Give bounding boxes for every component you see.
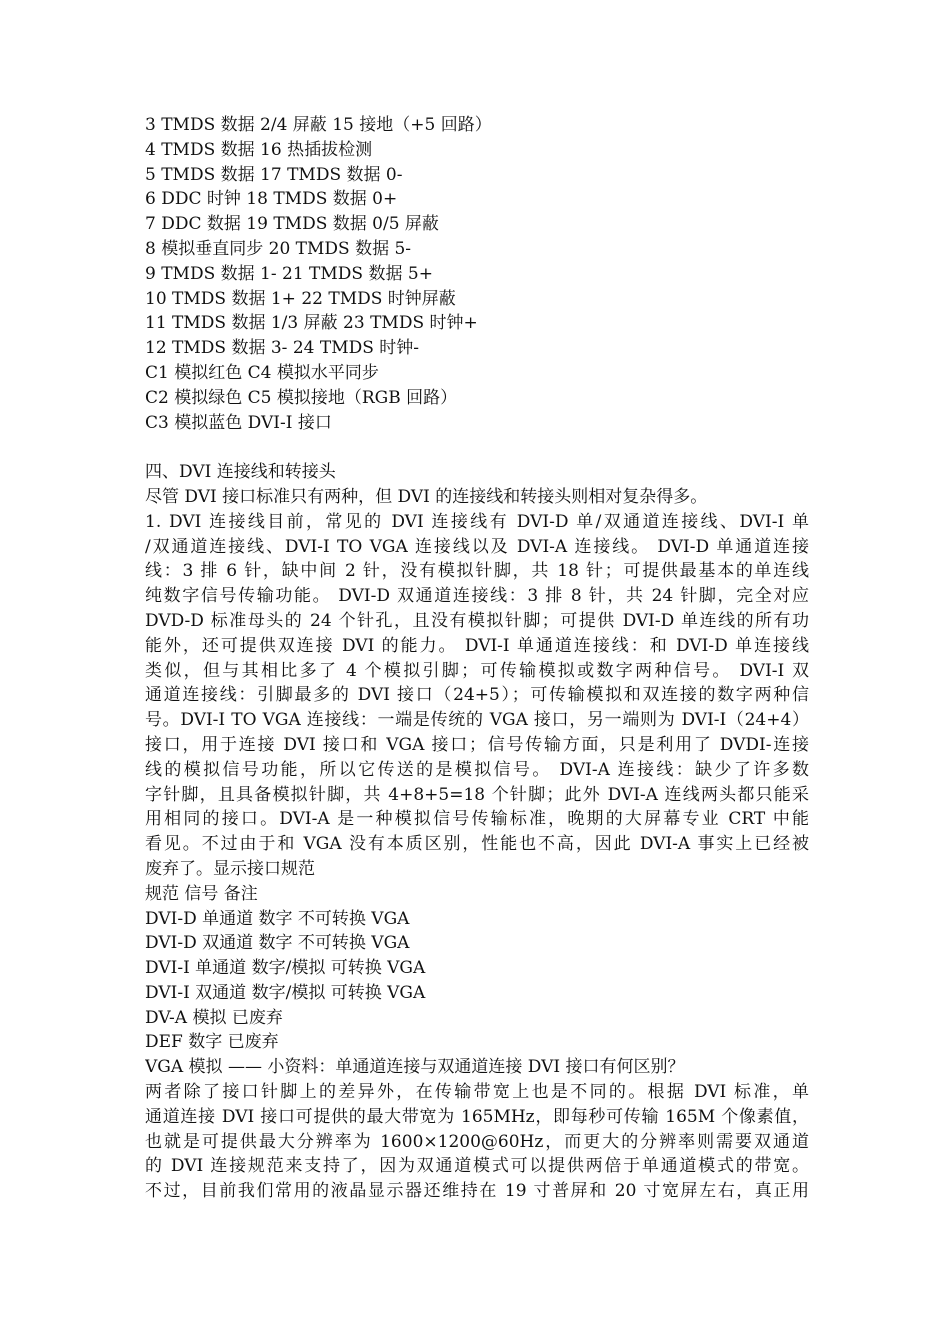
blank-line	[145, 435, 809, 460]
spec-table-row: DEF 数字 已废弃	[145, 1032, 279, 1053]
paragraph-line: DVD-D 标准母头的 24 个针孔，且没有模拟针脚；可提供 DVI-D 单连线的所有功	[145, 610, 809, 631]
pin-line: 4 TMDS 数据 16 热插拔检测	[145, 139, 373, 160]
paragraph-line: 1. DVI 连接线目前，常见的 DVI 连接线有 DVI-D 单/双通道连接线、DVI-I 单	[145, 511, 809, 532]
pin-line: 10 TMDS 数据 1+ 22 TMDS 时钟屏蔽	[145, 288, 456, 309]
paragraph-line: 用相同的接口。DVI-A 是一种模拟信号传输标准，晚期的大屏幕专业 CRT 中能	[145, 809, 809, 830]
spec-table-row: DVI-D 双通道 数字 不可转换 VGA	[145, 933, 410, 954]
paragraph-line: 不过，目前我们常用的液晶显示器还维持在 19 寸普屏和 20 寸宽屏左右，真正用	[145, 1181, 809, 1202]
document-page	[145, 113, 809, 1204]
spec-table-row: DVI-D 单通道 数字 不可转换 VGA	[145, 908, 410, 929]
paragraph-line: 通道连接线：引脚最多的 DVI 接口（24+5）；可传输模拟和双连接的数字两种信	[145, 685, 809, 706]
bandwidth-paragraph	[145, 1080, 809, 1204]
paragraph-line: 线：3 排 6 针，缺中间 2 针，没有模拟针脚，共 18 针；可提供最基本的单连线	[145, 561, 809, 582]
pin-line: 7 DDC 数据 19 TMDS 数据 0/5 屏蔽	[145, 214, 439, 235]
spec-table-header: 规范 信号 备注	[145, 883, 258, 904]
pin-line: 12 TMDS 数据 3- 24 TMDS 时钟-	[145, 338, 420, 359]
pin-line: C3 模拟蓝色 DVI-I 接口	[145, 412, 332, 433]
spec-table-row: DV-A 模拟 已废弃	[145, 1007, 283, 1028]
paragraph-line: 号。DVI-I TO VGA 连接线：一端是传统的 VGA 接口，另一端则为 DVI-I（24+4）	[145, 710, 809, 731]
paragraph-line: 的 DVI 连接规范来支持了，因为双通道模式可以提供两倍于单通道模式的带宽。	[145, 1156, 809, 1177]
paragraph-line: 通道连接 DVI 接口可提供的最大带宽为 165MHz，即每秒可传输 165M 个像素值，	[145, 1106, 809, 1127]
paragraph-line: 字针脚，且具备模拟针脚，共 4+8+5=18 个针脚；此外 DVI-A 连线两头都只能采	[145, 784, 809, 805]
paragraph-line: 废弃了。显示接口规范	[145, 858, 315, 879]
cable-paragraph	[145, 510, 809, 882]
paragraph-line: 能外，还可提供双连接 DVI 的能力。 DVI-I 单通道连接线：和 DVI-D 单连接线	[145, 635, 809, 656]
pin-list	[145, 113, 809, 435]
pin-line: 11 TMDS 数据 1/3 屏蔽 23 TMDS 时钟+	[145, 313, 478, 334]
paragraph-line: 纯数字信号传输功能。 DVI-D 双通道连接线：3 排 8 针，共 24 针脚，完全对应	[145, 586, 809, 607]
paragraph-line: /双通道连接线、DVI-I TO VGA 连接线以及 DVI-A 连接线。 DVI-D 单通道连接	[145, 536, 809, 557]
paragraph-line: 接口，用于连接 DVI 接口和 VGA 接口；信号传输方面，只是利用了 DVDI-连接	[145, 734, 809, 755]
paragraph-line: 两者除了接口针脚上的差异外，在传输带宽上也是不同的。根据 DVI 标准，单	[145, 1082, 809, 1103]
paragraph-line: 也就是可提供最大分辨率为 1600×1200@60Hz，而更大的分辨率则需要双通道	[145, 1131, 809, 1152]
spec-table-row: VGA 模拟 —— 小资料：单通道连接与双通道连接 DVI 接口有何区别？	[145, 1057, 685, 1078]
spec-table-row: DVI-I 单通道 数字/模拟 可转换 VGA	[145, 958, 426, 979]
pin-line: 5 TMDS 数据 17 TMDS 数据 0-	[145, 164, 403, 185]
pin-line: C1 模拟红色 C4 模拟水平同步	[145, 362, 379, 383]
pin-line: 6 DDC 时钟 18 TMDS 数据 0+	[145, 189, 398, 210]
pin-line: 9 TMDS 数据 1- 21 TMDS 数据 5+	[145, 263, 433, 284]
spec-table	[145, 882, 809, 1080]
pin-line: 3 TMDS 数据 2/4 屏蔽 15 接地（+5 回路）	[145, 115, 492, 135]
intro-line: 尽管 DVI 接口标准只有两种，但 DVI 的连接线和转接头则相对复杂得多。	[145, 486, 708, 507]
paragraph-line: 看见。不过由于和 VGA 没有本质区别，性能也不高，因此 DVI-A 事实上已经被	[145, 834, 809, 855]
pin-line: C2 模拟绿色 C5 模拟接地（RGB 回路）	[145, 387, 458, 408]
pin-line: 8 模拟垂直同步 20 TMDS 数据 5-	[145, 238, 412, 259]
paragraph-line: 线的模拟信号功能，所以它传送的是模拟信号。 DVI-A 连接线：缺少了许多数	[145, 759, 809, 780]
paragraph-line: 类似，但与其相比多了 4 个模拟引脚；可传输模拟或数字两种信号。 DVI-I 双	[145, 660, 809, 681]
section-heading: 四、DVI 连接线和转接头	[145, 462, 336, 483]
spec-table-row: DVI-I 双通道 数字/模拟 可转换 VGA	[145, 982, 426, 1003]
